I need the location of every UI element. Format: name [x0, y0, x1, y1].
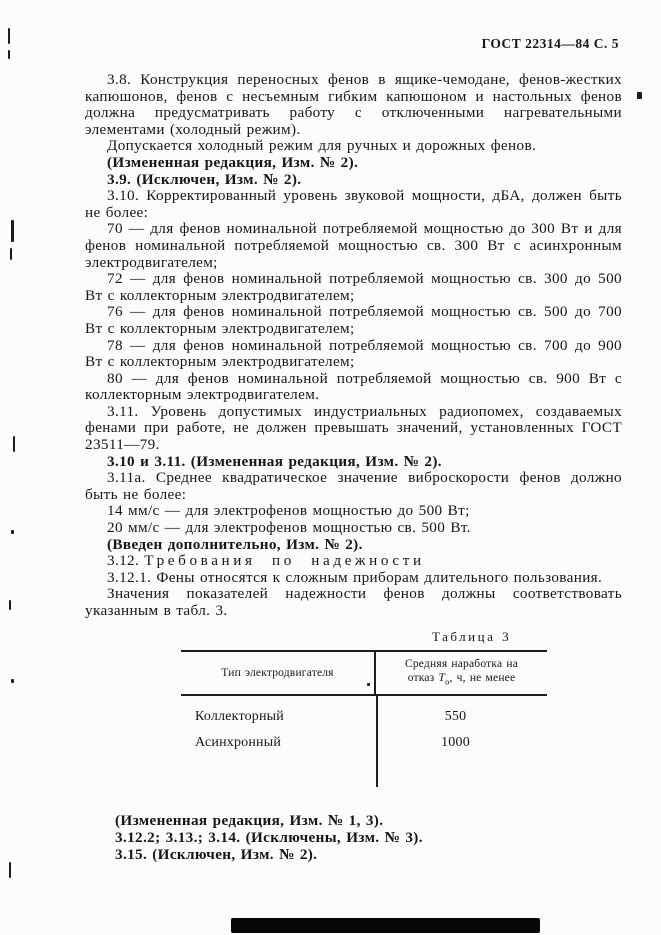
table-cell-mtbf-value: 1000: [441, 735, 470, 751]
table-cell-mtbf-value: 550: [444, 709, 467, 725]
text-run: 80 — для фенов номинальной потребляемой мощностью св. 900 Вт с коллекторным электродвигателем.: [85, 369, 622, 404]
text-run: 3.8. Конструкция переносных фенов в ящике-чемодане, фенов-жестких капюшонов, фенов с несъемным гибким капюшоном и настольных фенов должна предусматривать работу с отключенными нагревательными элементами (холодный режим).: [85, 71, 622, 138]
paragraph: [85, 172, 622, 189]
paragraph: [85, 72, 622, 138]
text-run: 3.11а. Среднее квадратическое значение виброскорости фенов должно быть не более:: [85, 469, 622, 503]
symbol-T-italic: Т: [438, 671, 446, 684]
paragraph: [85, 537, 622, 554]
document-content: [85, 72, 622, 863]
text-run: 3.11. Уровень допустимых индустриальных радиопомех, создаваемых фенами при работе, не должен превышать значений, установленных ГОСТ 23511—79.: [85, 402, 622, 454]
paragraph: [85, 830, 622, 847]
scan-artifact: [11, 220, 14, 242]
scan-artifact: [367, 683, 370, 686]
paragraph: [85, 188, 622, 221]
text-run: 3.12.: [107, 552, 145, 570]
text-run: 72 — для фенов номинальной потребляемой мощностью св. 300 до 500 Вт с коллекторным электродвигателем;: [85, 270, 622, 304]
mtbf-text-post: , ч, не менее: [449, 671, 516, 684]
text-run: (Измененная редакция, Изм. № 1, 3).: [115, 812, 384, 830]
paragraph: [85, 404, 622, 454]
text-run: Допускается холодный режим для ручных и дорожных фенов.: [107, 137, 537, 155]
scan-artifact: [8, 50, 10, 59]
scan-artifact: [637, 92, 642, 99]
paragraph: [85, 371, 622, 404]
text-run: 20 мм/с — для электрофенов мощностью св. 500 Вт.: [107, 519, 471, 537]
paragraph: [85, 503, 622, 520]
text-run: 3.9. (Исключен, Изм. № 2).: [107, 170, 302, 188]
paragraph: [85, 520, 622, 537]
paragraph: [85, 847, 622, 864]
paragraph: [85, 271, 622, 304]
table-header-mtbf-line2: [378, 672, 545, 689]
table-header-motor-type-label: Тип электродвигателя: [221, 666, 334, 679]
scan-artifact: [9, 862, 11, 878]
text-run: 76 — для фенов номинальной потребляемой мощностью св. 500 до 700 Вт с коллекторным электродвигателем;: [85, 303, 622, 337]
text-run: 3.12.2; 3.13.; 3.14. (Исключены, Изм. № 3).: [115, 829, 423, 847]
scan-black-bar: [231, 918, 540, 933]
scan-artifact: [11, 679, 14, 683]
paragraph: [85, 155, 622, 172]
text-run: Значения показателей надежности фенов должны соответствовать указанным в табл. 3.: [85, 585, 622, 619]
table-header-mtbf-line1: Средняя наработка на: [404, 658, 519, 671]
text-run: 78 — для фенов номинальной потребляемой мощностью св. 700 до 900 Вт с коллекторным электродвигателем;: [85, 336, 622, 371]
table-caption-text: Таблица 3: [432, 628, 512, 644]
text-run: (Введен дополнительно, Изм. № 2).: [107, 535, 363, 553]
scan-artifact: [9, 600, 11, 610]
scan-artifact: [11, 530, 14, 534]
text-run: 14 мм/с — для электрофенов мощностью до 500 Вт;: [107, 502, 470, 520]
data-table: [181, 650, 547, 787]
text-run: (Измененная редакция, Изм. № 2).: [107, 153, 359, 171]
text-run: Требования по надежности: [144, 552, 425, 570]
text-run: 3.10. Корректированный уровень звуковой мощности, дБА, должен быть не более:: [85, 187, 622, 221]
paragraph: [85, 221, 622, 271]
table-header-motor-type: [181, 652, 376, 694]
text-run: 3.12.1. Фены относятся к сложным приборам длительного пользования.: [107, 568, 603, 586]
table-cell-motor-type: Асинхронный: [195, 735, 282, 751]
table-header-row: [181, 652, 547, 696]
paragraph: [85, 470, 622, 503]
table-column-mtbf-value: [378, 696, 547, 787]
text-run: 70 — для фенов номинальной потребляемой мощностью до 300 Вт и для фенов номинальной потребляемой мощностью св. 300 Вт с асинхронным электродвигателем;: [85, 220, 622, 271]
table-cell-motor-type: Коллекторный: [195, 709, 284, 725]
paragraph: [85, 553, 622, 570]
text-run: 3.10 и 3.11. (Измененная редакция, Изм. № 2).: [107, 452, 442, 470]
table-header-mtbf: [376, 652, 547, 694]
paragraph: [85, 813, 622, 830]
scan-artifact: [13, 436, 15, 452]
scan-artifact: [8, 28, 10, 44]
paragraph: [85, 586, 622, 619]
closing-paragraphs: [85, 813, 622, 863]
mtbf-text-pre: отказ: [407, 671, 439, 684]
table-column-motor-type: [181, 696, 378, 787]
page-header-gost-number: ГОСТ 22314—84 С. 5: [481, 36, 619, 51]
table-body: [181, 696, 547, 787]
paragraph: [85, 454, 622, 471]
scan-artifact: [10, 248, 12, 260]
document-paragraphs: [85, 72, 622, 620]
paragraph: [85, 338, 622, 371]
table-caption: [432, 629, 622, 646]
paragraph: [85, 138, 622, 155]
paragraph: [85, 570, 622, 587]
paragraph: [85, 304, 622, 337]
text-run: 3.15. (Исключен, Изм. № 2).: [115, 845, 318, 863]
symbol-T-subscript: о: [445, 675, 450, 686]
